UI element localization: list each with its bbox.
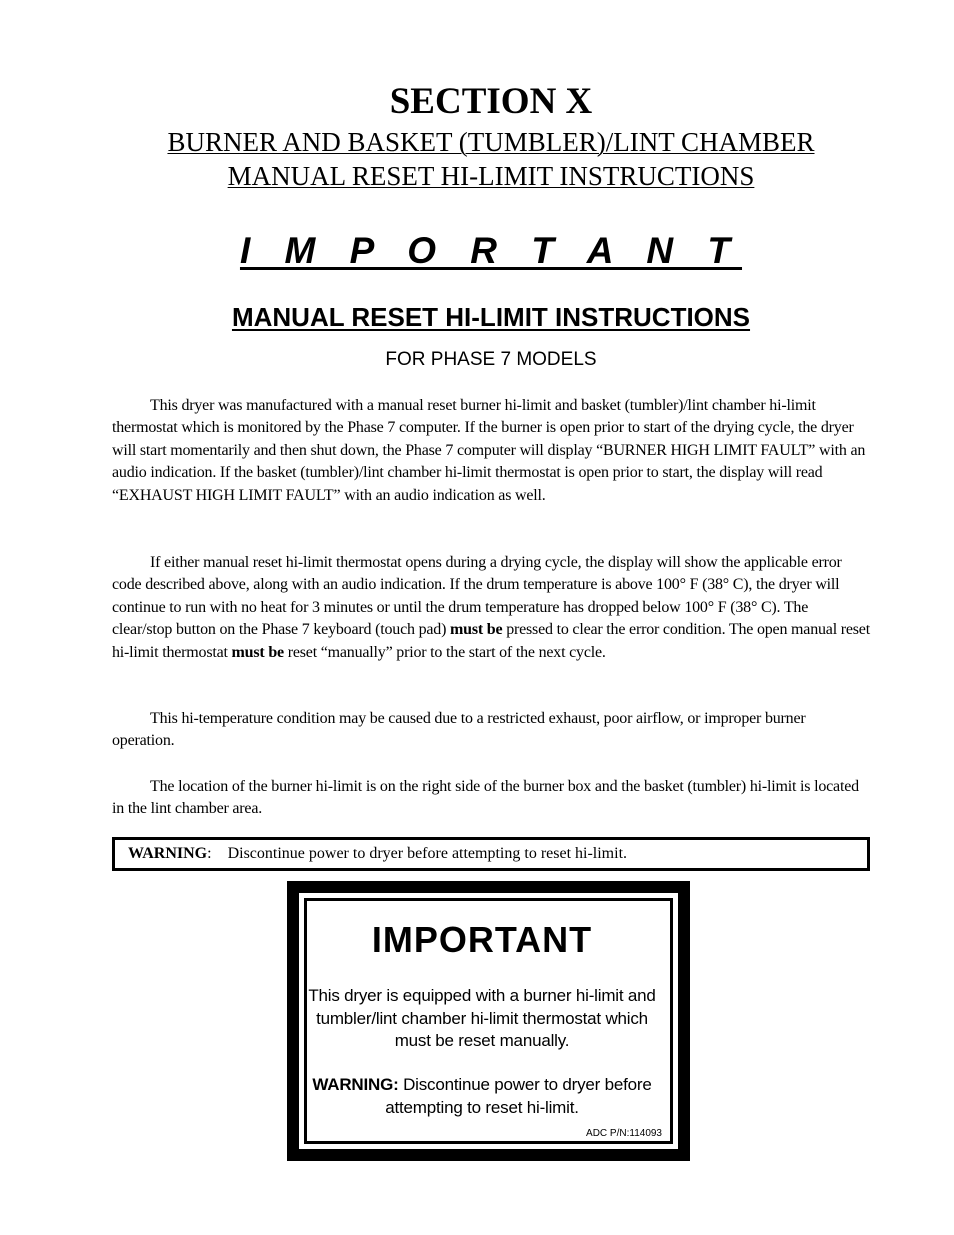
label-warning-text: Discontinue power to dryer before attempting to reset hi-limit. [385,1075,652,1117]
paragraph-2-emphasis-1: must be [450,621,503,639]
important-heading: I M P O R T A N T [239,230,743,271]
warning-text: : Discontinue power to dryer before attempting to reset hi-limit. [207,845,628,862]
warning-box-content [115,840,867,868]
paragraph-2 [112,552,870,664]
paragraph-4: The location of the burner hi-limit is on the right side of the burner box and the basket (tumbler) hi-limit is located in the lint chamber area. [112,778,859,818]
paragraph-2-text-a: If either manual reset hi-limit thermostat opens during a drying cycle, the display will show the applicable error code described above, along with an audio indication. If the drum temperature is above 100° F (38° C), the dryer will continue to run with no heat for 3 minutes or until the drum temperature has dropped below 100° F (38° C). The clear/stop button on the Phase 7 keyboard (touch pad) [112,554,842,639]
section-subtitle-line2: MANUAL RESET HI-LIMIT INSTRUCTIONS [227,161,755,191]
paragraph-2-text-c: pressed to clear the error condition. The open manual reset hi-limit thermostat [112,621,870,661]
paragraph-3: This hi-temperature condition may be caused due to a restricted exhaust, poor airflow, or improper burner operation. [112,710,806,750]
manual-reset-heading: MANUAL RESET HI-LIMIT INSTRUCTIONS [231,302,751,332]
label-part-number: ADC P/N:114093 [586,1128,662,1139]
paragraph-2-text-e: reset “manually” prior to the start of the next cycle. [283,643,606,661]
warning-box [112,837,870,871]
section-subtitle-line1: BURNER AND BASKET (TUMBLER)/LINT CHAMBER [167,127,815,157]
section-title: SECTION X [389,81,593,122]
label-warning-label: WARNING: [312,1075,399,1094]
important-label-sticker [287,881,690,1161]
paragraph-2-emphasis-2: must be [231,643,284,661]
label-warning [307,1074,657,1119]
warning-label: WARNING [128,845,208,862]
label-title: IMPORTANT [371,919,593,960]
label-text: This dryer is equipped with a burner hi-limit and tumbler/lint chamber hi-limit thermostat which must be reset manually. [308,986,656,1050]
important-label-background [299,893,678,1149]
for-models-subheading: FOR PHASE 7 MODELS [385,349,597,370]
important-label-frame [304,898,673,1144]
paragraph-1: This dryer was manufactured with a manual reset burner hi-limit and basket (tumbler)/lint chamber hi-limit thermostat which is monitored by the Phase 7 computer. If the burner is open prior to start of the drying cycle, the dryer will start momentarily and then shut down, the Phase 7 computer will display “BURNER HIGH LIMIT FAULT” with an audio indication. If the basket (tumbler)/lint chamber hi-limit thermostat is open prior to start, the display will read “EXHAUST HIGH LIMIT FAULT” with an audio indication as well. [112,397,866,504]
